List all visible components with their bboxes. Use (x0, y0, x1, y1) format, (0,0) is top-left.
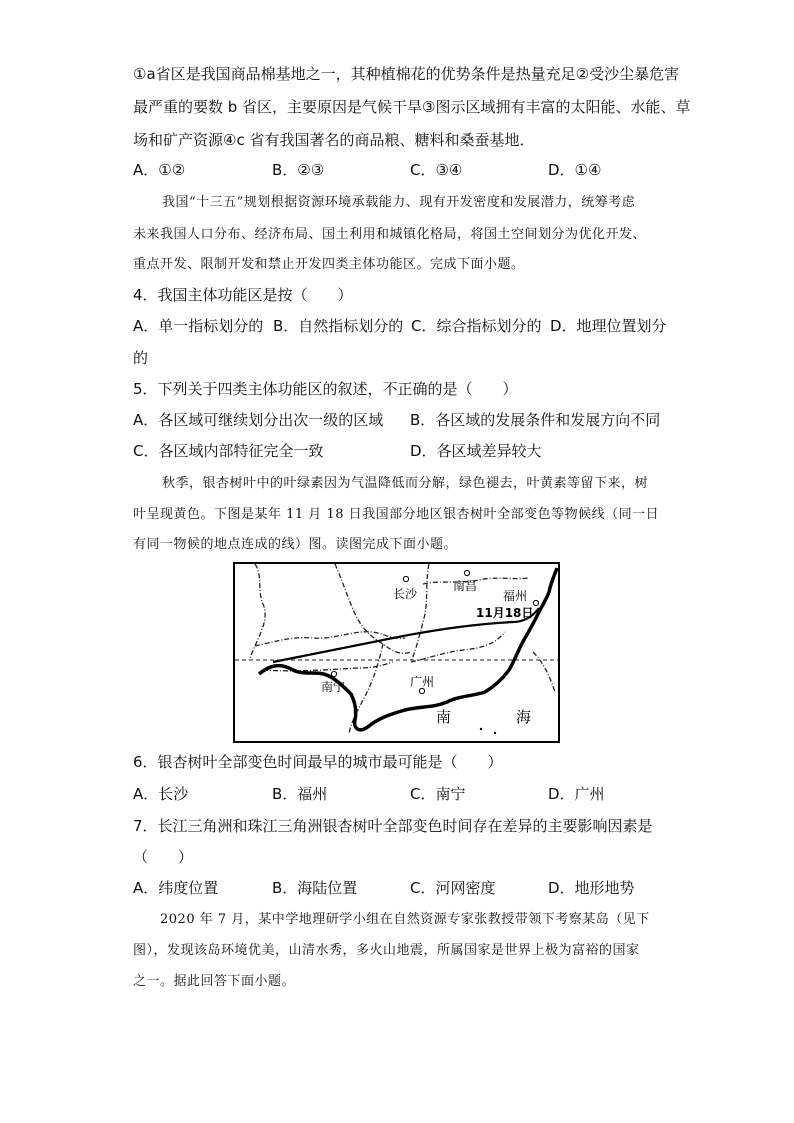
q4-option-d[interactable]: D．地理位置划分 (550, 317, 667, 335)
label-changsha: 长沙 (393, 587, 418, 601)
q5-option-b[interactable]: B．各区域的发展条件和发展方向不同 (410, 411, 661, 429)
label-hai: 海 (516, 708, 532, 726)
q7-stem: 7．长江三角洲和珠江三角洲银杏树叶全部变色时间存在差异的主要影响因素是 (133, 817, 653, 835)
q7-option-b[interactable]: B．海陆位置 (272, 879, 358, 897)
q4-option-d-wrap: 的 (133, 349, 149, 367)
fuzhou-marker (533, 600, 538, 605)
q3-option-d[interactable]: D．①④ (548, 161, 602, 179)
passage2-line-2: 叶呈现黄色。下图是某年 11 月 18 日我国部分地区银杏树叶全部变色等物候线（同一日 (133, 507, 660, 522)
nanchang-marker (464, 570, 469, 575)
nanning-marker (331, 671, 336, 676)
q4-option-b[interactable]: B．自然指标划分的 (273, 317, 404, 335)
island-dot-2 (494, 732, 496, 734)
passage1-line-1: 我国“十三五”规划根据资源环境承载能力、现有开发密度和发展潜力，统筹考虑 (162, 195, 636, 210)
passage3-line-1: 2020 年 7 月，某中学地理研学小组在自然资源专家张教授带领下考察某岛（见下 (160, 912, 650, 927)
passage3-line-2: 图），发现该岛环境优美，山清水秀，多火山地震，所属国家是世界上极为富裕的国家 (133, 943, 640, 958)
q6-option-d[interactable]: D．广州 (548, 785, 605, 803)
q4-option-c[interactable]: C．综合指标划分的 (411, 317, 542, 335)
island-dot-1 (480, 728, 482, 730)
phenology-map (233, 562, 560, 743)
label-nanning: 南宁 (321, 680, 346, 694)
q6-option-b[interactable]: B．福州 (272, 785, 328, 803)
label-guangzhou: 广州 (410, 675, 435, 689)
q5-option-a[interactable]: A．各区域可继续划分出次一级的区域 (133, 411, 384, 429)
passage2-line-3: 有同一物候的地点连成的线）图。读图完成下面小题。 (133, 537, 458, 552)
passage1-line-2: 未来我国人口分布、经济布局、国土利用和城镇化格局，将国土空间划分为优化开发、 (133, 227, 647, 242)
label-date: 11月18日 (476, 606, 534, 620)
q3-option-b[interactable]: B．②③ (272, 161, 325, 179)
changsha-marker (403, 576, 408, 581)
intro-line-2: 最严重的要数 b 省区，主要原因是气候干旱③图示区域拥有丰富的太阳能、水能、草 (133, 98, 691, 116)
q7-option-a[interactable]: A．纬度位置 (133, 879, 219, 897)
passage3-line-3: 之一。据此回答下面小题。 (133, 974, 296, 989)
passage1-line-3: 重点开发、限制开发和禁止开发四类主体功能区。完成下面小题。 (133, 257, 525, 272)
q7-option-d[interactable]: D．地形地势 (548, 879, 635, 897)
q7-paren: （ ） (133, 848, 194, 866)
q4-option-a[interactable]: A．单一指标划分的 (133, 317, 264, 335)
q4-stem: 4．我国主体功能区是按（ ） (133, 286, 353, 304)
label-fuzhou: 福州 (503, 589, 528, 603)
intro-line-3: 场和矿产资源④c 省有我国著名的商品粮、糖料和桑蚕基地． (133, 131, 535, 149)
q3-option-c[interactable]: C．③④ (410, 161, 463, 179)
q7-option-c[interactable]: C．河网密度 (410, 879, 496, 897)
passage2-line-1: 秋季，银杏树叶中的叶绿素因为气温降低而分解，绿色褪去，叶黄素等留下来，树 (162, 476, 649, 491)
label-nan: 南 (436, 708, 452, 726)
q5-stem: 5．下列关于四类主体功能区的叙述，不正确的是（ ） (133, 380, 518, 398)
q6-option-a[interactable]: A．长沙 (133, 785, 189, 803)
q3-option-a[interactable]: A．①② (133, 161, 186, 179)
q5-option-d[interactable]: D．各区域差异较大 (410, 442, 542, 460)
label-nanchang: 南昌 (453, 579, 478, 593)
q6-stem: 6．银杏树叶全部变色时间最早的城市最可能是（ ） (133, 753, 503, 771)
intro-line-1: ①a省区是我国商品棉基地之一，其种植棉花的优势条件是热量充足②受沙尘暴危害 (133, 65, 680, 83)
guangzhou-marker (419, 688, 424, 693)
q6-option-c[interactable]: C．南宁 (410, 785, 466, 803)
q5-option-c[interactable]: C．各区域内部特征完全一致 (133, 442, 324, 460)
